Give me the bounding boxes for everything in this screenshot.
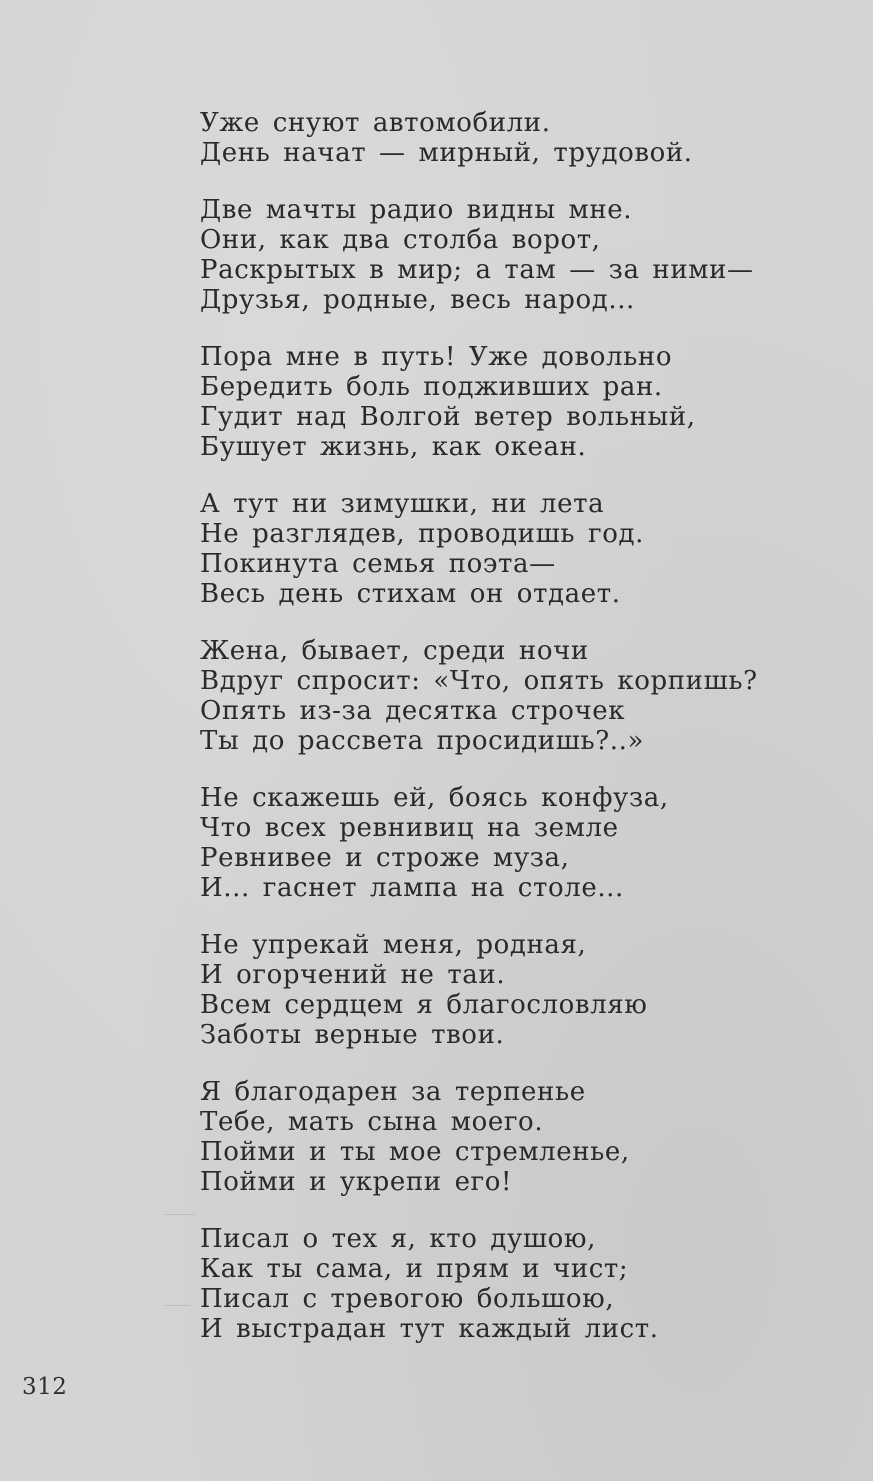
poem-line: И... гаснет лампа на столе...	[200, 873, 624, 903]
poem-line: И огорчений не таи.	[200, 960, 506, 990]
poem-line: Как ты сама, и прям и чист;	[200, 1254, 629, 1284]
stanza-8	[200, 1077, 760, 1197]
poem-line: Раскрытых в мир; а там — за ними—	[200, 255, 754, 285]
page-number: 312	[22, 1374, 68, 1400]
poem-line: Пора мне в путь! Уже довольно	[200, 342, 673, 372]
poem-line: Писал с тревогою большою,	[200, 1284, 615, 1314]
poem-line: Пойми и ты мое стремленье,	[200, 1137, 630, 1167]
poem-line: Вдруг спросит: «Что, опять корпишь?	[200, 666, 758, 696]
poem-line: Пойми и укрепи его!	[200, 1167, 513, 1197]
poem-line: Бушует жизнь, как океан.	[200, 432, 587, 462]
poem-line: Они, как два столба ворот,	[200, 225, 601, 255]
poem-line: Ты до рассвета просидишь?..»	[200, 726, 645, 756]
stanza-9	[200, 1224, 760, 1344]
poem-line: А тут ни зимушки, ни лета	[200, 489, 605, 519]
poem-line: Ревнивее и строже муза,	[200, 843, 570, 873]
poem-line: Опять из-за десятка строчек	[200, 696, 626, 726]
poem-line: Тебе, мать сына моего.	[200, 1107, 544, 1137]
stanza-1	[200, 108, 760, 168]
poem-line: Заботы верные твои.	[200, 1020, 505, 1050]
poem-line: Всем сердцем я благословляю	[200, 990, 648, 1020]
poem-line: Уже снуют автомобили.	[200, 108, 551, 138]
poem-line: Покинута семья поэта—	[200, 549, 556, 579]
poem-line: День начат — мирный, трудовой.	[200, 138, 693, 168]
poem-line: Жена, бывает, среди ночи	[200, 636, 589, 666]
poem-line: Что всех ревнивиц на земле	[200, 813, 619, 843]
poem-line: Весь день стихам он отдает.	[200, 579, 621, 609]
scan-artifact-line	[165, 1214, 195, 1215]
poem-line: Не разглядев, проводишь год.	[200, 519, 644, 549]
poem-line: Бередить боль поджившиx ран.	[200, 372, 663, 402]
poem-line: Не скажешь ей, боясь конфуза,	[200, 783, 669, 813]
stanza-7	[200, 930, 760, 1050]
poem-line: Не упрекай меня, родная,	[200, 930, 587, 960]
poem-line: Я благодарен за терпенье	[200, 1077, 586, 1107]
scan-artifact-line	[165, 1305, 190, 1306]
stanza-6	[200, 783, 760, 903]
poem	[200, 108, 760, 1371]
stanza-2	[200, 195, 760, 315]
stanza-4	[200, 489, 760, 609]
poem-line: Писал о тех я, кто душою,	[200, 1224, 596, 1254]
poem-line: Друзья, родные, весь народ...	[200, 285, 635, 315]
poem-line: Две мачты радио видны мне.	[200, 195, 633, 225]
poem-line: Гудит над Волгой ветер вольный,	[200, 402, 696, 432]
stanza-5	[200, 636, 760, 756]
stanza-3	[200, 342, 760, 462]
poem-line: И выстрадан тут каждый лист.	[200, 1314, 659, 1344]
